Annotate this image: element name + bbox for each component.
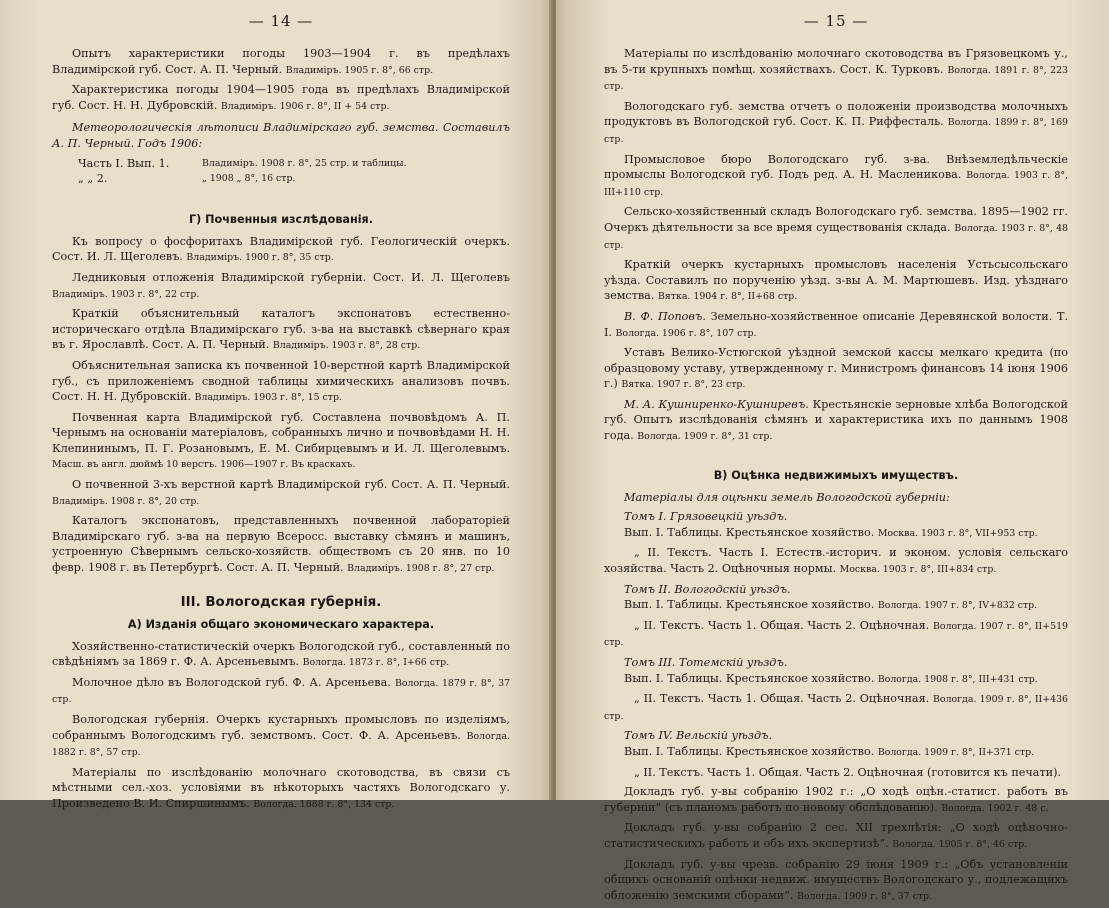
- page-number: — 14 —: [248, 12, 314, 30]
- volume-title: Томъ III. Тотемскій уѣздъ.: [624, 656, 788, 669]
- bibliography-entry: Матеріалы по изслѣдованію молочнаго скотоводства, въ связи съ мѣстными сел.-хоз. условіями въ нѣкоторыхъ частяхъ Вологодскаго у. Произведено В. И. Спиршинымъ. Вологда. 1888 г. 8°, 134 стр.: [52, 765, 510, 810]
- bibliography-entry: Сельско-хозяйственный складъ Вологодскаго губ. земства. 1895—1902 гг. Очеркъ дѣятельности за все время существованія склада. Вологда. 1903 г. 8°, 48 стр.: [604, 205, 1068, 251]
- bibliography-entry: Молочное дѣло въ Вологодской губ. Ф. А. Арсеньева. Вологда. 1879 г. 8°, 37 стр.: [52, 675, 510, 706]
- section-heading: А) Изданія общаго экономическаго характера.: [127, 617, 435, 631]
- bibliography-entry: Характеристика погоды 1904—1905 года въ предѣлахъ Владимірской губ. Сост. Н. Н. Дубровскій. Владиміръ. 1906 г. 8°, II + 54 стр.: [52, 83, 510, 112]
- volume-title: Томъ II. Вологодскій уѣздъ.: [624, 582, 791, 596]
- chapter-heading: III. Вологодская губернія.: [180, 594, 382, 610]
- volume-part: „ II. Текстъ. Часть 1. Общая. Часть 2. Оцѣночная (готовится къ печати).: [634, 765, 1062, 779]
- bibliography-entry: Вологодскаго губ. земства отчетъ о положеніи производства молочныхъ продуктовъ въ Вологодской губ. Сост. К. П. Риффесталь. Вологда. 1899 г. 8°, 169 стр.: [604, 99, 1068, 145]
- volume-part: „ II. Текстъ. Часть 1. Общая. Часть 2. Оцѣночная. Вологда. 1907 г. 8°, II+519 стр.: [604, 618, 1068, 649]
- bibliography-entry: Каталогъ экспонатовъ, представленныхъ почвенной лабораторіей Владимірскаго губ. з-ва на первую Всеросс. выставку сѣмянъ и машинъ, устроенную Сѣвернымъ сельско-хозяйств. обществомъ съ 20 янв. по 10 февр. 1908 г. въ Петербургѣ. Сост. А. П. Черный. Владиміръ. 1908 г. 8°, 27 стр.: [52, 514, 510, 575]
- volume-part: Вып. I. Таблицы. Крестьянское хозяйство. Вологда. 1907 г. 8°, IV+832 стр.: [624, 598, 1038, 612]
- bibliography-entry: М. А. Кушниренко-Кушниревъ. Крестьянскіе зерновые хлѣба Вологодской губ. Опытъ изслѣдованія сѣмянъ и характеристика ихъ по даннымъ 1908 года. Вологда. 1909 г. 8°, 31 стр.: [604, 397, 1068, 443]
- section-intro: Матеріалы для оцѣнки земель Вологодской губерніи:: [624, 490, 950, 504]
- bibliography-entry: Матеріалы по изслѣдованію молочнаго скотоводства въ Грязовецкомъ у., въ 5-ти крупныхъ помѣщ. хозяйствахъ. Сост. К. Турковъ. Вологда. 1891 г. 8°, 223 стр.: [604, 47, 1068, 93]
- bibliography-entry: Краткій очеркъ кустарныхъ промысловъ населенія Устьсысольскаго уѣзда. Составилъ по порученію уѣзд. з-вы А. М. Мартюшевъ. Изд. уѣзднаго земства. Вятка. 1904 г. 8°, II+68 стр.: [604, 258, 1068, 303]
- bibliography-entry: Ледниковыя отложенія Владимірской губерніи. Сост. И. Л. Щеголевъ Владиміръ. 1903 г. 8°, 22 стр.: [52, 270, 510, 300]
- volume-part: Вып. I. Таблицы. Крестьянское хозяйство. Вологда. 1908 г. 8°, III+431 стр.: [624, 671, 1038, 685]
- bibliography-entry: Промысловое бюро Вологодскаго губ. з-ва. Внѣземледѣльческіе промыслы Вологодской губ. Подъ ред. А. Н. Масленикова. Вологда. 1903 г. 8°, III+110 стр.: [604, 152, 1068, 198]
- bibliography-entry: Докладъ губ. у-вы собранію 1902 г.: „О ходѣ оцѣн.-статист. работъ въ губерніи“ (съ планомъ работъ по новому обслѣдованію). Вологда. 1902 г. 48 с.: [604, 785, 1068, 814]
- bibliography-entry: Къ вопросу о фосфоритахъ Владимірской губ. Геологическій очеркъ. Сост. И. Л. Щеголевъ. Владиміръ. 1900 г. 8°, 35 стр.: [52, 234, 510, 264]
- right-page-content: [604, 12, 1068, 908]
- right-page: [556, 0, 1109, 902]
- volume-part: „ II. Текстъ. Часть 1. Общая. Часть 2. Оцѣночная. Вологда. 1909 г. 8°, II+436 стр.: [604, 692, 1068, 722]
- left-page: [0, 0, 552, 810]
- bibliography-entry: Метеорологическія лѣтописи Владимірскаго губ. земства. Составилъ А. П. Черный. Годъ 1906:: [52, 121, 510, 150]
- volume-title: Томъ I. Грязовецкій уѣздъ.: [624, 510, 788, 524]
- left-page-content: [52, 12, 510, 817]
- volume-part: Вып. I. Таблицы. Крестьянское хозяйство. Вологда. 1909 г. 8°, II+371 стр.: [624, 744, 1035, 758]
- sub-entry: „ „ 2. „ 1908 „ 8°, 16 стр.: [78, 172, 296, 186]
- bibliography-entry: Краткій объяснительный каталогъ экспонатовъ естественно-историческаго отдѣла Владимірскаго губ. з-ва на выставкѣ сѣвернаго края въ г. Ярославлѣ. Сост. А. П. Черный. Владиміръ. 1903 г. 8°, 28 стр.: [52, 307, 510, 352]
- section-heading: Г) Почвенныя изслѣдованія.: [189, 212, 373, 226]
- sub-entry: Часть I. Вып. 1. Владиміръ. 1908 г. 8°, 25 стр. и таблицы.: [78, 156, 407, 170]
- bibliography-entry: О почвенной 3-хъ верстной картѣ Владимірской губ. Сост. А. П. Черный. Владиміръ. 1908 г. 8°, 20 стр.: [52, 478, 510, 507]
- volume-part: Вып. I. Таблицы. Крестьянское хозяйство. Москва. 1903 г. 8°, VII+953 стр.: [624, 525, 1038, 539]
- volume-part: „ II. Текстъ. Часть I. Естеств.-историч. и эконом. условія сельскаго хозяйства. Часть 2. Оцѣночныя нормы. Москва. 1903 г. 8°, III+834 стр.: [604, 546, 1068, 576]
- bibliography-entry: Почвенная карта Владимірской губ. Составлена почвовѣдомъ А. П. Чернымъ на основаніи матеріаловъ, собранныхъ лично и почвовѣдами Н. Н. Клепининымъ, П. Г. Розановымъ, Е. М. Сибирцевымъ и И. Л. Щеголевымъ. Масш. въ англ. дюймѣ 10 верстъ. 1906—1907 г. Въ краскахъ.: [52, 410, 510, 471]
- volume-title: Томъ IV. Вельскій уѣздъ.: [624, 729, 773, 743]
- bibliography-entry: Объяснительная записка къ почвенной 10-верстной картѣ Владимірской губ., съ приложеніемъ сводной таблицы химическихъ анализовъ почвъ. Сост. Н. Н. Дубровскій. Владиміръ. 1903 г. 8°, 15 стр.: [52, 358, 510, 404]
- bibliography-entry: Хозяйственно-статистическій очеркъ Вологодской губ., составленный по свѣдѣніямъ за 1869 г. Ф. А. Арсеньевымъ. Вологда. 1873 г. 8°, I+66 стр.: [52, 639, 510, 669]
- bibliography-entry: Опытъ характеристики погоды 1903—1904 г. въ предѣлахъ Владимірской губ. Сост. А. П. Черный. Владиміръ. 1905 г. 8°, 66 стр.: [52, 47, 510, 76]
- bibliography-entry: В. Ф. Поповъ. Земельно-хозяйственное описаніе Деревянской волости. Т. I. Вологда. 1906 г. 8°, 107 стр.: [604, 309, 1068, 339]
- page-number: — 15 —: [803, 12, 869, 30]
- bibliography-entry: Докладъ губ. у-вы собранію 2 сес. XII трехлѣтія: „О ходѣ оцѣночно-статистическихъ работъ и объ ихъ экспертизѣ“. Вологда. 1905 г. 8°, 46 стр.: [604, 821, 1068, 850]
- bibliography-entry: Докладъ губ. у-вы чрезв. собранію 29 іюня 1909 г.: „Объ установленіи общихъ основаній оцѣнки недвиж. имуществъ Вологодскаго у., подлежащихъ обложенію земскими сборами“. Вологда. 1909 г. 8°, 37 стр.: [604, 857, 1068, 902]
- section-heading: В) Оцѣнка недвижимыхъ имуществъ.: [713, 468, 959, 482]
- bibliography-entry: Вологодская губернія. Очеркъ кустарныхъ промысловъ по изделіямъ, собраннымъ Вологодскимъ губ. земствомъ. Сост. Ф. А. Арсеньевъ. Вологда. 1882 г. 8°, 57 стр.: [52, 713, 510, 759]
- bibliography-entry: Уставъ Велико-Устюгской уѣздной земской кассы мелкаго кредита (по образцовому уставу, утвержденному г. Министромъ финансовъ 14 іюня 1906 г.) Вятка. 1907 г. 8°, 23 стр.: [604, 346, 1068, 391]
